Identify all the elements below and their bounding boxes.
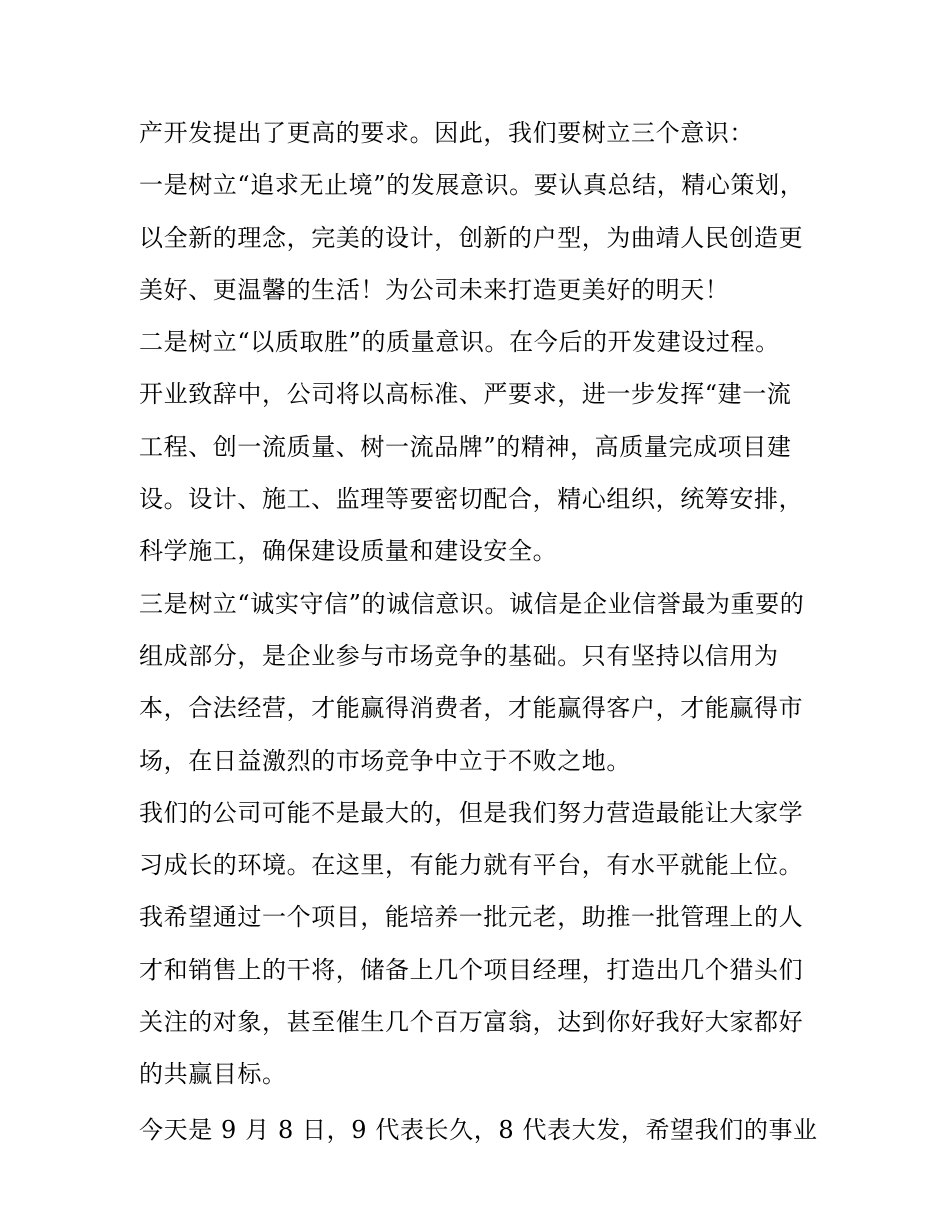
text-line: 我希望通过一个项目，能培养一批元老，助推一批管理上的人 <box>139 903 804 932</box>
text-line: 才和销售上的干将，储备上几个项目经理，打造出几个猎头们 <box>139 955 804 984</box>
text-line: 科学施工，确保建设质量和建设安全。 <box>139 537 558 566</box>
text-line: 以全新的理念，完美的设计，创新的户型，为曲靖人民创造更 <box>139 223 804 252</box>
text-line: 我们的公司可能不是最大的，但是我们努力营造最能让大家学 <box>139 798 804 827</box>
text-line: 三是树立“诚实守信”的诚信意识。诚信是企业信誉最为重要的 <box>139 589 805 618</box>
text-line: 场，在日益激烈的市场竞争中立于不败之地。 <box>139 746 631 775</box>
text-line: 的共赢目标。 <box>139 1060 287 1089</box>
text-line: 二是树立“以质取胜”的质量意识。在今后的开发建设过程。 <box>139 328 780 357</box>
text-line: 开业致辞中，公司将以高标准、严要求，进一步发挥“建一流 <box>139 380 792 409</box>
text-line: 一是树立“追求无止境”的发展意识。要认真总结，精心策划， <box>139 171 805 200</box>
text-line: 工程、创一流质量、树一流品牌”的精神，高质量完成项目建 <box>139 432 792 461</box>
text-line: 美好、更温馨的生活！为公司未来打造更美好的明天！ <box>139 275 730 304</box>
text-line: 设。设计、施工、监理等要密切配合，精心组织，统筹安排， <box>139 485 804 514</box>
text-line: 关注的对象，甚至催生几个百万富翁，达到你好我好大家都好 <box>139 1008 804 1037</box>
text-line: 今天是 9 月 8 日，9 代表长久，8 代表大发，希望我们的事业 <box>139 1115 818 1144</box>
text-line: 产开发提出了更高的要求。因此，我们要树立三个意识： <box>139 119 754 147</box>
text-line: 组成部分，是企业参与市场竞争的基础。只有坚持以信用为 <box>139 641 779 670</box>
text-line: 本，合法经营，才能赢得消费者，才能赢得客户，才能赢得市 <box>139 694 804 723</box>
body-text <box>139 107 819 1156</box>
text-line: 习成长的环境。在这里，有能力就有平台，有水平就能上位。 <box>139 851 804 880</box>
